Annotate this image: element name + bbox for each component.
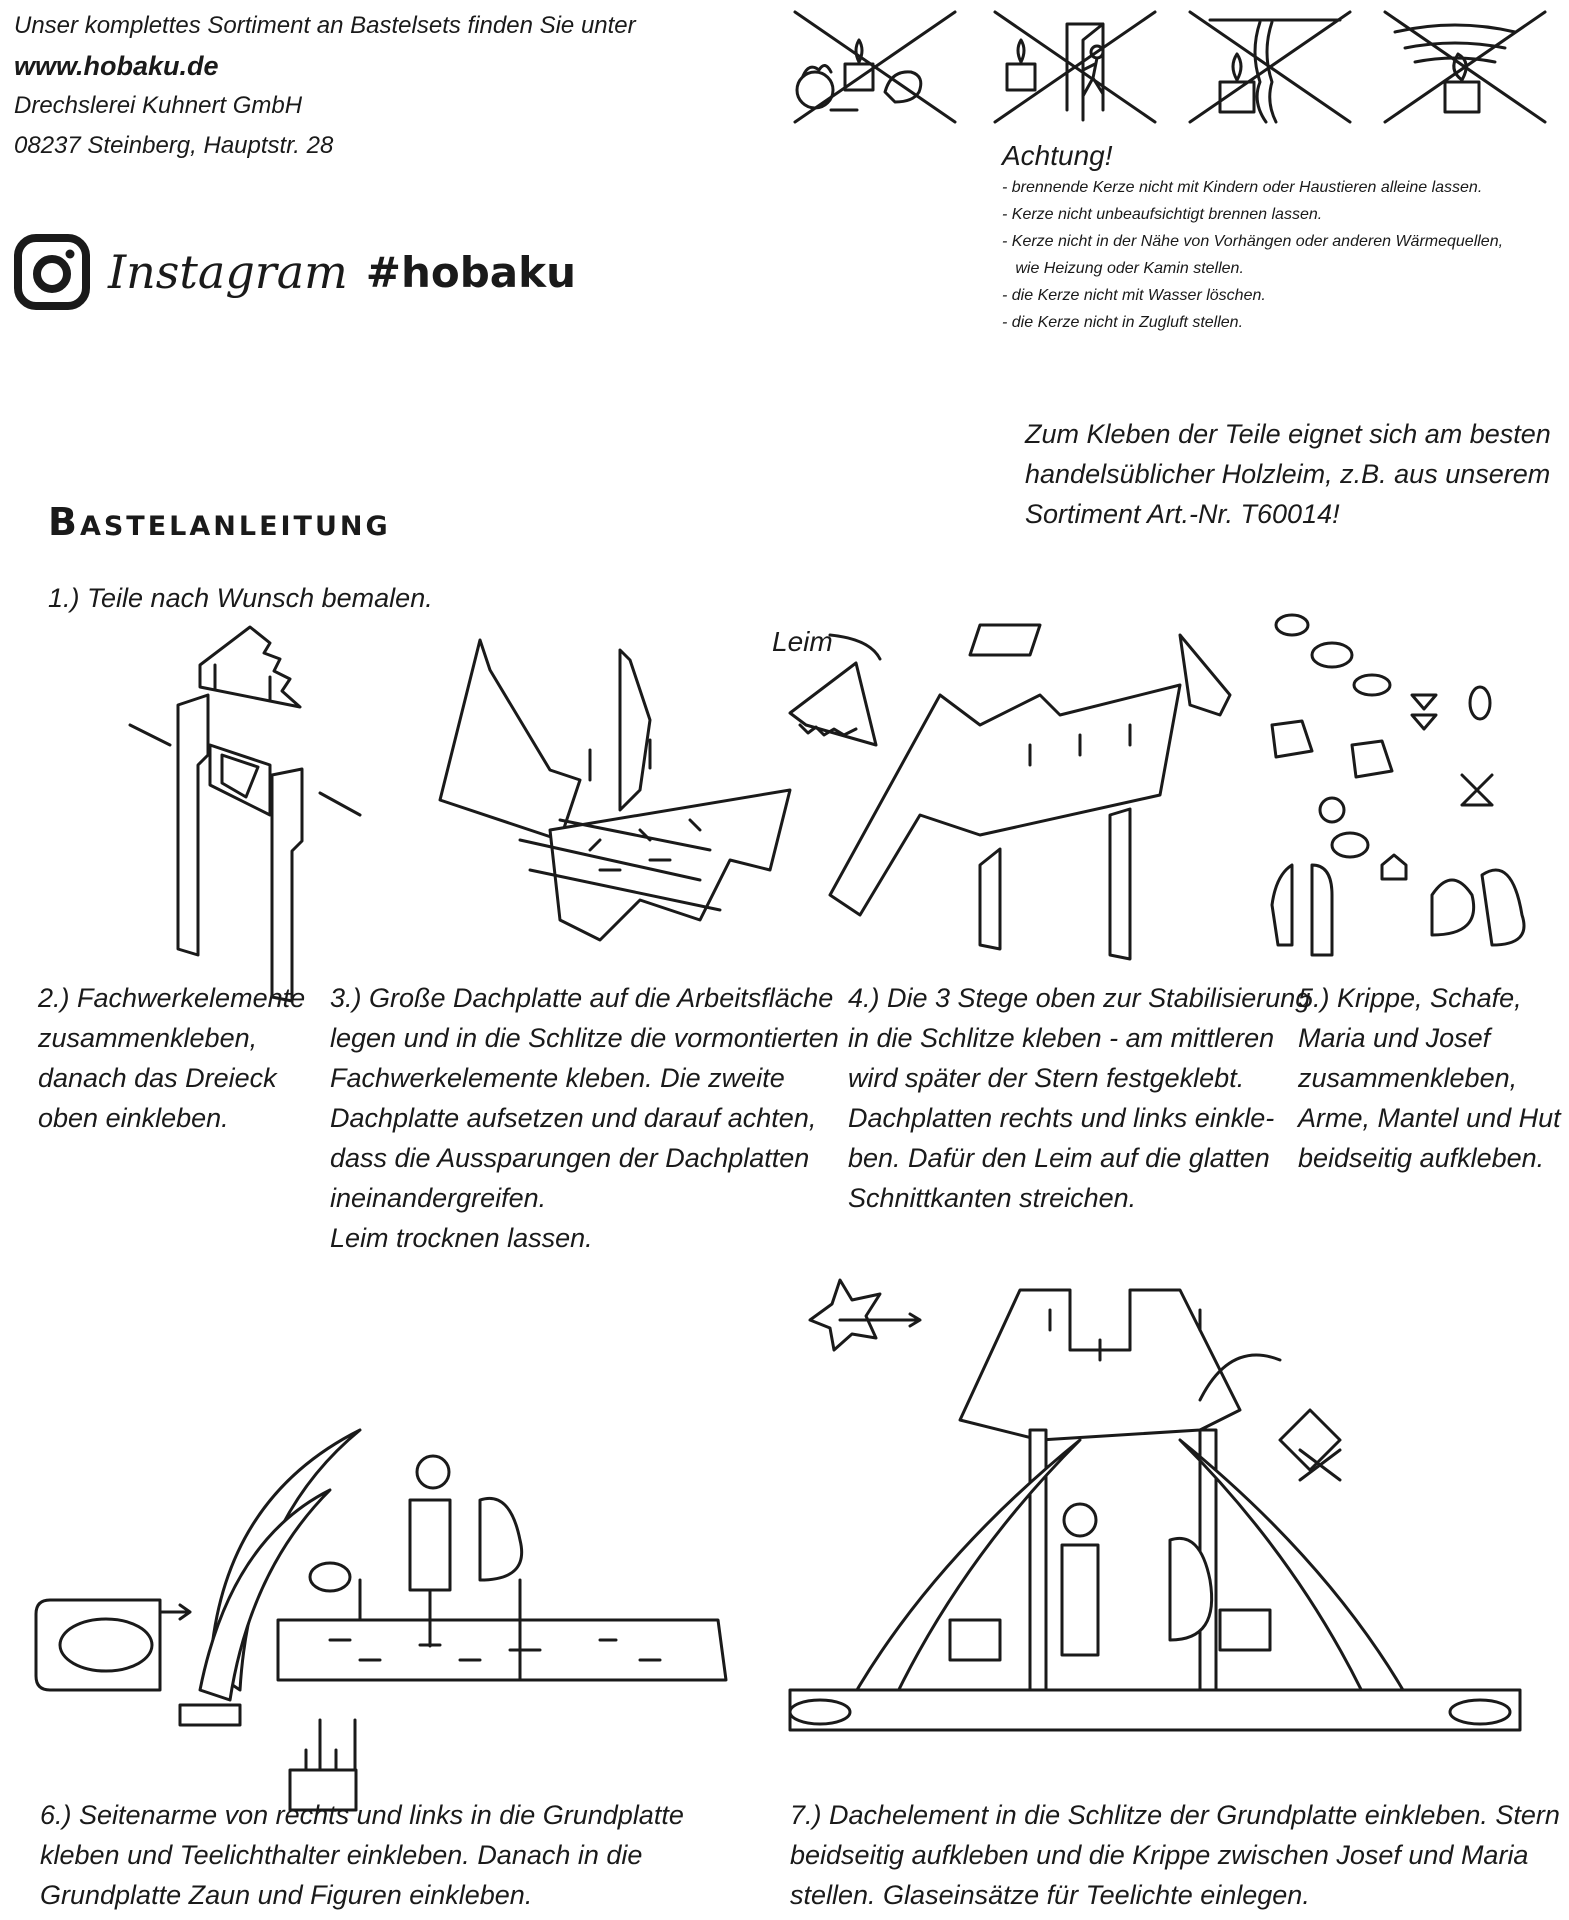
instagram-label: Instagram (108, 245, 348, 299)
warning-block (1002, 140, 1503, 336)
warning-icons (785, 2, 1565, 132)
step-text-line: 2.) Fachwerkelemente (38, 983, 306, 1013)
sortiment-text: Unser komplettes Sortiment an Bastelsets finden Sie unter (14, 12, 636, 39)
step7-text (790, 1795, 1560, 1915)
step5-illustration (1262, 605, 1562, 955)
step3-text (330, 978, 839, 1258)
step6-text (40, 1795, 684, 1915)
glue-note-line: handelsüblicher Holzleim, z.B. aus unserem (1025, 459, 1551, 489)
step-text-line: zusammenkleben, (1298, 1063, 1518, 1093)
leim-label: Leim (772, 626, 833, 657)
warning-item: - die Kerze nicht mit Wasser löschen. (1002, 287, 1266, 304)
glue-note (1025, 414, 1551, 534)
step-text-line: beidseitig aufkleben und die Krippe zwischen Josef und Maria (790, 1840, 1529, 1870)
warning-item: - Kerze nicht unbeaufsichtigt brennen lassen. (1002, 206, 1323, 223)
glue-note-line: Sortiment Art.-Nr. T60014! (1025, 499, 1340, 529)
step6-illustration (40, 1440, 740, 1840)
step-text-line: Dachplatten rechts und links einkle- (848, 1103, 1275, 1133)
step-text-line: Dachplatte aufsetzen und darauf achten, (330, 1103, 817, 1133)
no-candle-unattended-icon (995, 12, 1155, 122)
step7-illustration (780, 1260, 1550, 1740)
step4-illustration (780, 605, 1240, 945)
step-text-line: dass die Aussparungen der Dachplatten (330, 1143, 810, 1173)
step-text-line: Fachwerkelemente kleben. Die zweite (330, 1063, 785, 1093)
step-text-line: Grundplatte Zaun und Figuren einkleben. (40, 1880, 533, 1910)
website-link[interactable]: www.hobaku.de (14, 51, 219, 81)
step-text-line: stellen. Glaseinsätze für Teelichte einlegen. (790, 1880, 1310, 1910)
step-text-line: wird später der Stern festgeklebt. (848, 1063, 1245, 1093)
no-candle-in-draft-icon (1385, 12, 1545, 122)
step2-illustration (130, 615, 390, 945)
warning-item: wie Heizung oder Kamin stellen. (1002, 260, 1244, 277)
instagram-icon (14, 234, 90, 310)
step-text-line: ineinandergreifen. (330, 1183, 547, 1213)
step-text-line: 4.) Die 3 Stege oben zur Stabilisierung (848, 983, 1311, 1013)
step-text-line: 6.) Seitenarme von rechts und links in die Grundplatte (40, 1800, 684, 1830)
contact-block (14, 6, 636, 166)
instagram-hashtag: #hobaku (365, 247, 576, 297)
step-text-line: Schnittkanten streichen. (848, 1183, 1137, 1213)
step-text-line: beidseitig aufkleben. (1298, 1143, 1545, 1173)
step-text-line: Leim trocknen lassen. (330, 1223, 593, 1253)
step-text-line: 3.) Große Dachplatte auf die Arbeitsfläche (330, 983, 834, 1013)
warning-item: - die Kerze nicht in Zugluft stellen. (1002, 314, 1244, 331)
company-name: Drechslerei Kuhnert GmbH (14, 92, 303, 119)
step-text-line: ben. Dafür den Leim auf die glatten (848, 1143, 1270, 1173)
warning-item: - Kerze nicht in der Nähe von Vorhängen oder anderen Wärmequellen, (1002, 233, 1504, 250)
step-text-line: 5.) Krippe, Schafe, (1298, 983, 1522, 1013)
no-candle-near-curtains-icon (1190, 12, 1350, 122)
warning-item: - brennende Kerze nicht mit Kindern oder Haustieren alleine lassen. (1002, 179, 1483, 196)
step-text-line: in die Schlitze kleben - am mittleren (848, 1023, 1275, 1053)
step-text-line: zusammenkleben, (38, 1023, 258, 1053)
company-address: 08237 Steinberg, Hauptstr. 28 (14, 132, 334, 159)
step-text-line: legen und in die Schlitze die vormontierten (330, 1023, 839, 1053)
step-text-line: Arme, Mantel und Hut (1298, 1103, 1561, 1133)
step-text-line: oben einkleben. (38, 1103, 229, 1133)
step-text-line: Maria und Josef (1298, 1023, 1491, 1053)
glue-note-line: Zum Kleben der Teile eignet sich am besten (1025, 419, 1551, 449)
step2-text (38, 978, 305, 1138)
instagram-block (14, 232, 576, 312)
step-text-line: danach das Dreieck (38, 1063, 277, 1093)
warning-title: Achtung! (1002, 140, 1113, 171)
step4-text (848, 978, 1310, 1218)
step1-text: 1.) Teile nach Wunsch bemalen. (48, 583, 433, 613)
step-text-line: 7.) Dachelement in die Schlitze der Grundplatte einkleben. Stern (790, 1800, 1560, 1830)
step-text-line: kleben und Teelichthalter einkleben. Danach in die (40, 1840, 643, 1870)
step5-text (1298, 978, 1561, 1178)
instructions-title: Bastelanleitung (48, 500, 391, 544)
no-candle-with-children-pets-icon (795, 12, 955, 122)
